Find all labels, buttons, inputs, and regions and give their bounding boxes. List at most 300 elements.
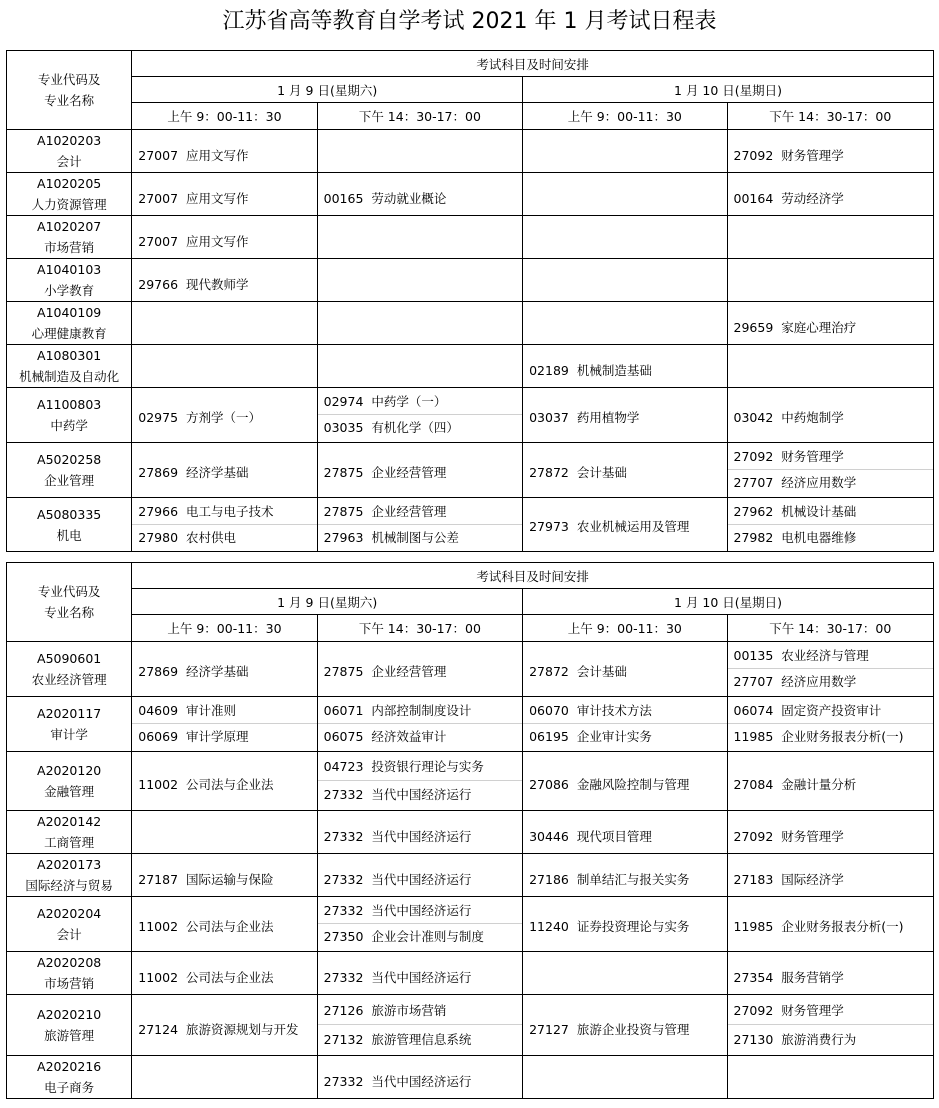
course-code: 27966 bbox=[138, 503, 179, 519]
major-code: A2020208 bbox=[37, 955, 102, 970]
page-title: 江苏省高等教育自学考试 2021 年 1 月考试日程表 bbox=[222, 9, 717, 34]
major-cell bbox=[7, 498, 132, 552]
course-cell bbox=[523, 1056, 727, 1099]
session-am-header: 上午 9：00-11：30 bbox=[132, 615, 317, 642]
course-entry bbox=[728, 400, 933, 430]
major-name: 心理健康教育 bbox=[31, 326, 107, 341]
course-name: 农业经济与管理 bbox=[781, 648, 869, 663]
session-pm-header: 下午 14：30-17：00 bbox=[317, 103, 522, 130]
course-cell bbox=[523, 173, 727, 216]
cell-divider bbox=[728, 723, 933, 724]
course-entry bbox=[132, 698, 316, 724]
course-entry bbox=[523, 909, 726, 939]
table-row bbox=[7, 345, 934, 388]
course-name: 中药炮制学 bbox=[781, 410, 844, 425]
course-code: 27963 bbox=[323, 529, 364, 545]
course-code: 27092 bbox=[733, 829, 774, 844]
major-header-line: 专业代码及 bbox=[37, 72, 101, 87]
course-name: 机械制图与公差 bbox=[371, 529, 459, 545]
course-cell bbox=[727, 752, 933, 811]
major-code: A2020117 bbox=[37, 706, 102, 721]
course-code: 27354 bbox=[733, 970, 774, 985]
course-code: 29659 bbox=[733, 319, 774, 335]
course-code: 27875 bbox=[323, 664, 364, 679]
major-cell bbox=[7, 995, 132, 1056]
course-code: 27869 bbox=[138, 465, 179, 480]
course-code: 11002 bbox=[138, 919, 179, 934]
course-cell bbox=[727, 302, 933, 345]
course-cell bbox=[317, 498, 522, 552]
course-name: 旅游消费行为 bbox=[781, 1032, 857, 1047]
table-row bbox=[7, 388, 934, 443]
major-cell bbox=[7, 952, 132, 995]
course-name: 药用植物学 bbox=[576, 410, 640, 425]
course-cell bbox=[132, 498, 317, 552]
course-code: 27092 bbox=[733, 147, 774, 163]
course-entry bbox=[728, 178, 933, 211]
course-entry bbox=[132, 221, 316, 254]
course-entry bbox=[318, 389, 522, 415]
course-entry bbox=[728, 698, 933, 724]
course-cell bbox=[523, 302, 727, 345]
major-cell bbox=[7, 216, 132, 259]
course-name: 财务管理学 bbox=[781, 449, 844, 464]
course-name: 固定资产投资审计 bbox=[781, 703, 882, 718]
course-name: 企业财务报表分析(一) bbox=[781, 729, 904, 744]
course-entry bbox=[523, 724, 726, 750]
course-name: 财务管理学 bbox=[781, 1003, 844, 1018]
course-cell bbox=[727, 216, 933, 259]
course-name: 制单结汇与报关实务 bbox=[576, 871, 690, 887]
course-name: 审计准则 bbox=[186, 703, 237, 718]
major-code: A1020207 bbox=[37, 219, 102, 234]
major-code: A2020120 bbox=[37, 763, 102, 778]
course-entry bbox=[728, 499, 933, 525]
course-name: 旅游资源规划与开发 bbox=[186, 1021, 299, 1037]
course-code: 02974 bbox=[323, 394, 364, 409]
course-entry bbox=[318, 1025, 522, 1054]
course-name: 方剂学（一） bbox=[186, 410, 262, 425]
course-code: 06195 bbox=[529, 729, 569, 744]
major-cell bbox=[7, 854, 132, 897]
course-name: 经济应用数学 bbox=[781, 475, 857, 490]
course-name: 国际运输与保险 bbox=[186, 871, 274, 887]
course-entry bbox=[132, 1009, 316, 1042]
course-name: 应用文写作 bbox=[186, 233, 249, 249]
course-code: 29766 bbox=[138, 276, 179, 292]
session-am-header: 上午 9：00-11：30 bbox=[132, 103, 317, 130]
course-cell bbox=[523, 897, 727, 952]
course-code: 27126 bbox=[323, 1003, 364, 1018]
table-row bbox=[7, 302, 934, 345]
session-pm-header: 下午 14：30-17：00 bbox=[727, 615, 933, 642]
course-cell bbox=[317, 1056, 522, 1099]
course-code: 27007 bbox=[138, 190, 179, 206]
course-entry bbox=[318, 455, 522, 485]
course-name: 旅游管理信息系统 bbox=[371, 1032, 472, 1047]
course-cell bbox=[727, 443, 933, 498]
course-code: 27332 bbox=[323, 903, 364, 918]
course-entry bbox=[132, 135, 316, 168]
course-cell bbox=[317, 811, 522, 854]
session-pm-header: 下午 14：30-17：00 bbox=[317, 615, 522, 642]
course-name: 农业机械运用及管理 bbox=[576, 519, 690, 534]
course-code: 27875 bbox=[323, 503, 364, 519]
major-name: 旅游管理 bbox=[44, 1028, 95, 1043]
course-cell bbox=[727, 1056, 933, 1099]
course-cell bbox=[317, 642, 522, 697]
overall-header: 考试科目及时间安排 bbox=[132, 51, 934, 77]
course-cell bbox=[523, 854, 727, 897]
course-code: 03042 bbox=[733, 410, 774, 425]
table-row bbox=[7, 1056, 934, 1099]
course-name: 当代中国经济运行 bbox=[371, 829, 472, 844]
course-name: 审计学原理 bbox=[186, 729, 249, 744]
course-cell bbox=[727, 173, 933, 216]
course-entry bbox=[132, 654, 316, 684]
course-entry bbox=[523, 510, 726, 539]
course-entry bbox=[318, 781, 522, 809]
course-cell bbox=[317, 130, 522, 173]
course-cell bbox=[523, 995, 727, 1056]
course-cell bbox=[132, 259, 317, 302]
course-entry bbox=[318, 1060, 522, 1094]
course-code: 04723 bbox=[323, 759, 364, 774]
course-code: 27186 bbox=[529, 871, 569, 887]
course-code: 06074 bbox=[733, 703, 774, 718]
cell-divider bbox=[132, 524, 316, 525]
course-cell bbox=[727, 811, 933, 854]
course-code: 11985 bbox=[733, 919, 774, 934]
major-header-line: 专业名称 bbox=[44, 605, 95, 620]
course-name: 审计技术方法 bbox=[576, 703, 652, 718]
course-entry bbox=[523, 400, 726, 430]
course-entry bbox=[728, 765, 933, 797]
major-name: 会计 bbox=[56, 927, 82, 942]
major-cell bbox=[7, 752, 132, 811]
table-row bbox=[7, 173, 934, 216]
course-name: 企业经营管理 bbox=[371, 503, 447, 519]
major-name: 企业管理 bbox=[44, 473, 95, 488]
course-code: 27872 bbox=[529, 465, 569, 480]
course-entry bbox=[318, 898, 522, 924]
course-entry bbox=[523, 654, 726, 684]
course-entry bbox=[523, 765, 726, 797]
course-cell bbox=[317, 173, 522, 216]
header-row bbox=[7, 51, 934, 77]
course-cell bbox=[132, 752, 317, 811]
course-entry bbox=[728, 815, 933, 849]
major-name: 金融管理 bbox=[44, 784, 95, 799]
course-cell bbox=[523, 498, 727, 552]
major-cell bbox=[7, 345, 132, 388]
course-code: 27332 bbox=[323, 871, 364, 887]
course-entry bbox=[318, 654, 522, 684]
course-code: 27092 bbox=[733, 449, 774, 464]
course-name: 旅游市场营销 bbox=[371, 1003, 447, 1018]
course-cell bbox=[727, 854, 933, 897]
course-name: 当代中国经济运行 bbox=[371, 871, 472, 887]
course-entry bbox=[318, 724, 522, 750]
course-cell bbox=[727, 642, 933, 697]
course-name: 企业财务报表分析(一) bbox=[781, 919, 904, 934]
course-code: 02975 bbox=[138, 410, 179, 425]
course-name: 当代中国经济运行 bbox=[371, 970, 472, 985]
course-code: 04609 bbox=[138, 703, 179, 718]
major-code: A2020142 bbox=[37, 814, 102, 829]
course-cell bbox=[132, 388, 317, 443]
course-name: 当代中国经济运行 bbox=[371, 787, 472, 802]
major-cell bbox=[7, 443, 132, 498]
table-row bbox=[7, 642, 934, 697]
major-code: A1040109 bbox=[37, 305, 102, 320]
session-am-header: 上午 9：00-11：30 bbox=[523, 103, 727, 130]
day2-header: 1 月 10 日(星期日) bbox=[523, 77, 934, 103]
course-name: 中药学（一） bbox=[371, 394, 447, 409]
course-code: 27132 bbox=[323, 1032, 364, 1047]
major-name: 国际经济与贸易 bbox=[25, 878, 113, 893]
course-name: 现代教师学 bbox=[186, 276, 249, 292]
course-code: 27332 bbox=[323, 1074, 364, 1089]
course-code: 03037 bbox=[529, 410, 569, 425]
course-entry bbox=[132, 956, 316, 990]
course-cell bbox=[317, 388, 522, 443]
major-cell bbox=[7, 642, 132, 697]
course-name: 劳动就业概论 bbox=[371, 190, 447, 206]
course-entry bbox=[318, 815, 522, 849]
course-cell bbox=[132, 130, 317, 173]
course-code: 27092 bbox=[733, 1003, 774, 1018]
course-cell bbox=[132, 443, 317, 498]
course-cell bbox=[132, 995, 317, 1056]
course-code: 27130 bbox=[733, 1032, 774, 1047]
course-code: 27007 bbox=[138, 147, 179, 163]
header-row bbox=[7, 563, 934, 589]
day1-header: 1 月 9 日(星期六) bbox=[132, 77, 523, 103]
schedule-table bbox=[6, 50, 934, 552]
course-entry bbox=[728, 909, 933, 939]
course-entry bbox=[318, 698, 522, 724]
table-row bbox=[7, 216, 934, 259]
course-cell bbox=[523, 752, 727, 811]
cell-divider bbox=[318, 723, 522, 724]
course-name: 财务管理学 bbox=[781, 829, 844, 844]
course-name: 应用文写作 bbox=[186, 147, 249, 163]
course-code: 27982 bbox=[733, 529, 774, 545]
major-cell bbox=[7, 130, 132, 173]
session-pm-header: 下午 14：30-17：00 bbox=[727, 103, 933, 130]
course-entry bbox=[728, 525, 933, 551]
course-name: 公司法与企业法 bbox=[186, 777, 274, 792]
course-cell bbox=[523, 388, 727, 443]
course-code: 27332 bbox=[323, 829, 364, 844]
course-code: 30446 bbox=[529, 829, 569, 844]
course-entry bbox=[132, 400, 316, 430]
course-entry bbox=[132, 178, 316, 211]
major-cell bbox=[7, 302, 132, 345]
course-cell bbox=[317, 216, 522, 259]
course-code: 06069 bbox=[138, 729, 179, 744]
course-entry bbox=[523, 859, 726, 892]
course-entry bbox=[132, 264, 316, 297]
course-name: 经济学基础 bbox=[186, 465, 249, 480]
course-entry bbox=[132, 455, 316, 485]
major-code: A5090601 bbox=[37, 651, 102, 666]
cell-divider bbox=[318, 524, 522, 525]
course-cell bbox=[317, 345, 522, 388]
course-name: 旅游企业投资与管理 bbox=[576, 1021, 690, 1037]
course-code: 00165 bbox=[323, 190, 364, 206]
major-code: A5080335 bbox=[37, 506, 102, 522]
course-entry bbox=[132, 909, 316, 939]
course-name: 有机化学（四） bbox=[371, 420, 459, 435]
course-code: 27124 bbox=[138, 1021, 179, 1037]
course-entry bbox=[728, 444, 933, 470]
course-code: 06070 bbox=[529, 703, 569, 718]
course-cell bbox=[317, 854, 522, 897]
cell-divider bbox=[523, 723, 726, 724]
course-entry bbox=[318, 499, 522, 525]
course-name: 内部控制制度设计 bbox=[371, 703, 472, 718]
course-name: 机械设计基础 bbox=[781, 503, 857, 519]
course-cell bbox=[727, 345, 933, 388]
course-cell bbox=[317, 259, 522, 302]
major-code: A1020205 bbox=[37, 176, 102, 191]
course-code: 27332 bbox=[323, 787, 364, 802]
course-name: 当代中国经济运行 bbox=[371, 1074, 472, 1089]
course-cell bbox=[132, 216, 317, 259]
course-entry bbox=[728, 859, 933, 892]
course-code: 06075 bbox=[323, 729, 364, 744]
major-cell bbox=[7, 1056, 132, 1099]
course-entry bbox=[318, 924, 522, 950]
course-entry bbox=[318, 525, 522, 551]
course-name: 应用文写作 bbox=[186, 190, 249, 206]
course-code: 27350 bbox=[323, 929, 364, 944]
course-entry bbox=[132, 525, 316, 551]
course-cell bbox=[317, 302, 522, 345]
course-cell bbox=[523, 130, 727, 173]
major-cell bbox=[7, 897, 132, 952]
course-entry bbox=[132, 859, 316, 892]
course-entry bbox=[728, 996, 933, 1025]
course-cell bbox=[132, 642, 317, 697]
cell-divider bbox=[728, 668, 933, 669]
course-name: 机械制造基础 bbox=[576, 363, 652, 378]
course-code: 27707 bbox=[733, 674, 774, 689]
course-entry bbox=[728, 669, 933, 695]
course-entry bbox=[728, 135, 933, 168]
table-row bbox=[7, 995, 934, 1056]
major-cell bbox=[7, 173, 132, 216]
major-code: A1100803 bbox=[37, 397, 102, 412]
table-row bbox=[7, 130, 934, 173]
course-name: 财务管理学 bbox=[781, 147, 844, 163]
course-entry bbox=[728, 470, 933, 496]
course-name: 公司法与企业法 bbox=[186, 919, 274, 934]
course-code: 11002 bbox=[138, 777, 179, 792]
course-name: 金融风险控制与管理 bbox=[576, 777, 690, 792]
course-code: 27127 bbox=[529, 1021, 569, 1037]
course-name: 经济效益审计 bbox=[371, 729, 447, 744]
major-name: 农业经济管理 bbox=[31, 672, 107, 687]
course-name: 现代项目管理 bbox=[576, 829, 652, 844]
cell-divider bbox=[318, 414, 522, 415]
course-entry bbox=[318, 956, 522, 990]
course-cell bbox=[727, 995, 933, 1056]
course-cell bbox=[317, 443, 522, 498]
cell-divider bbox=[318, 923, 522, 924]
course-entry bbox=[523, 815, 726, 849]
course-code: 27183 bbox=[733, 871, 774, 887]
overall-header: 考试科目及时间安排 bbox=[132, 563, 934, 589]
course-name: 公司法与企业法 bbox=[186, 970, 274, 985]
major-header-line: 专业代码及 bbox=[37, 584, 101, 599]
cell-divider bbox=[132, 723, 316, 724]
major-header-line: 专业名称 bbox=[44, 93, 95, 108]
course-cell bbox=[727, 259, 933, 302]
course-name: 服务营销学 bbox=[781, 970, 844, 985]
course-name: 证券投资理论与实务 bbox=[576, 919, 690, 934]
major-name: 市场营销 bbox=[44, 976, 95, 991]
course-cell bbox=[523, 259, 727, 302]
major-name: 工商管理 bbox=[44, 835, 95, 850]
major-code: A1020203 bbox=[37, 133, 102, 148]
cell-divider bbox=[728, 1024, 933, 1025]
course-cell bbox=[727, 897, 933, 952]
course-name: 经济应用数学 bbox=[781, 674, 857, 689]
course-cell bbox=[727, 952, 933, 995]
course-code: 27007 bbox=[138, 233, 179, 249]
major-name: 会计 bbox=[56, 154, 82, 169]
table-row bbox=[7, 752, 934, 811]
course-code: 27875 bbox=[323, 465, 364, 480]
major-header bbox=[7, 51, 132, 130]
course-cell bbox=[132, 345, 317, 388]
course-entry bbox=[318, 753, 522, 781]
major-cell bbox=[7, 811, 132, 854]
course-entry bbox=[728, 956, 933, 990]
course-code: 27187 bbox=[138, 871, 179, 887]
course-cell bbox=[317, 995, 522, 1056]
course-cell bbox=[523, 952, 727, 995]
course-code: 27086 bbox=[529, 777, 569, 792]
course-code: 27707 bbox=[733, 475, 774, 490]
major-name: 机械制造及自动化 bbox=[19, 369, 120, 384]
course-cell bbox=[727, 388, 933, 443]
major-name: 电子商务 bbox=[44, 1080, 95, 1095]
course-entry bbox=[728, 643, 933, 669]
course-entry bbox=[132, 499, 316, 525]
course-entry bbox=[728, 307, 933, 340]
day2-header: 1 月 10 日(星期日) bbox=[523, 589, 934, 615]
course-cell bbox=[727, 697, 933, 752]
major-name: 小学教育 bbox=[44, 283, 95, 298]
course-entry bbox=[318, 178, 522, 211]
course-cell bbox=[523, 642, 727, 697]
major-cell bbox=[7, 388, 132, 443]
table-row bbox=[7, 498, 934, 552]
course-name: 会计基础 bbox=[576, 664, 627, 679]
table-row bbox=[7, 897, 934, 952]
course-code: 06071 bbox=[323, 703, 364, 718]
course-name: 企业经营管理 bbox=[371, 465, 447, 480]
header-row bbox=[7, 615, 934, 642]
major-header bbox=[7, 563, 132, 642]
course-entry bbox=[318, 415, 522, 441]
course-entry bbox=[523, 455, 726, 485]
course-name: 电工与电子技术 bbox=[186, 503, 274, 519]
